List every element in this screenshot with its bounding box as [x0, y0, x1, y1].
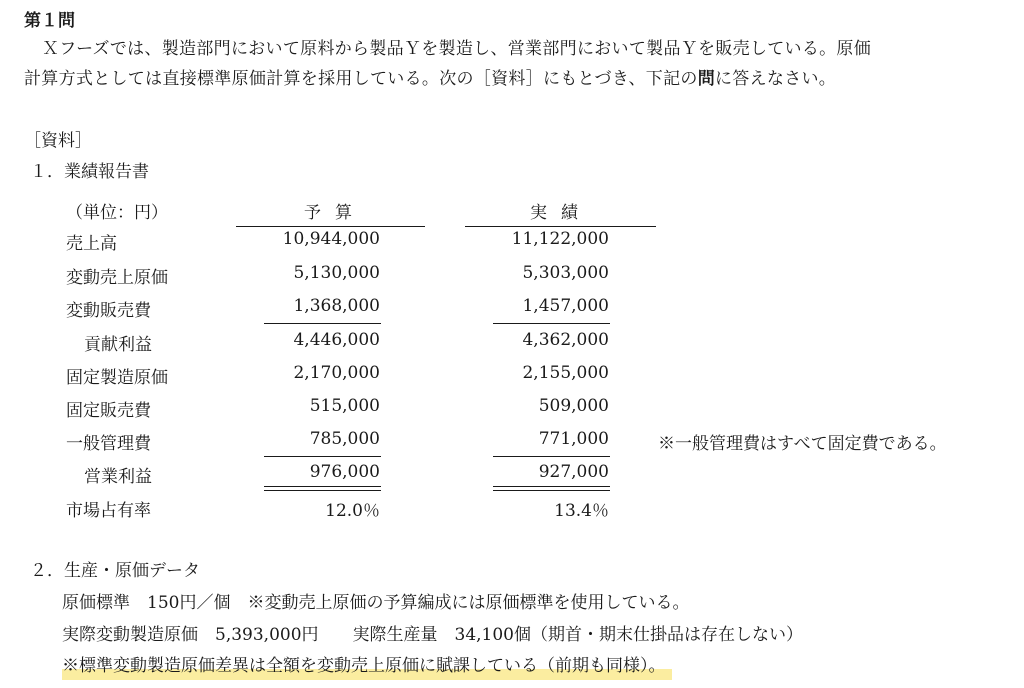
- actual-value: 5,303,000: [522, 263, 609, 283]
- budget-value: 976,000: [309, 462, 380, 482]
- actual-value: 927,000: [538, 462, 609, 482]
- table-row: [0, 330, 1024, 360]
- budget-value: 5,130,000: [293, 263, 380, 283]
- table-row: [0, 363, 1024, 393]
- admin-cost-note: ※一般管理費はすべて固定費である。: [658, 434, 947, 454]
- problem-title: 第１問: [24, 11, 75, 31]
- table-row: [0, 496, 1024, 526]
- subtotal-line-actual: [493, 323, 610, 324]
- table-row: [0, 396, 1024, 426]
- actual-value: 509,000: [538, 396, 609, 416]
- table-row: [0, 263, 1024, 293]
- subtotal-line-budget-2: [264, 456, 381, 457]
- variance-note-line: [62, 651, 672, 676]
- double-underline-budget: [264, 486, 381, 491]
- actual-production-line: 実際変動製造原価 5,393,000円 実際生産量 34,100個（期首・期末仕掛品は存在しない）: [62, 625, 804, 645]
- table-row: [0, 296, 1024, 326]
- row-label: 一般管理費: [66, 434, 151, 454]
- budget-value: 1,368,000: [293, 296, 380, 316]
- actual-value: 13.4％: [554, 501, 609, 521]
- column-header-budget: 予算: [304, 203, 366, 223]
- intro-line-1: Ｘフーズでは、製造部門において原料から製品Ｙを製造し、営業部門において製品Ｙを販売している。原価: [42, 39, 872, 59]
- row-label: 変動売上原価: [66, 268, 168, 288]
- header-underline-actual: [465, 226, 656, 227]
- subtotal-line-budget: [264, 323, 381, 324]
- row-label: 固定製造原価: [66, 368, 168, 388]
- row-label: 市場占有率: [66, 501, 151, 521]
- actual-value: 11,122,000: [511, 229, 609, 249]
- intro-question-word: 問: [697, 69, 715, 89]
- budget-value: 4,446,000: [293, 330, 380, 350]
- subtotal-line-actual-2: [493, 456, 610, 457]
- section2-heading: ２．生産・原価データ: [30, 561, 200, 581]
- intro-text-b: に答えなさい。: [715, 69, 837, 89]
- highlighted-note: ※標準変動製造原価差異は全額を変動売上原価に賦課している（前期も同様）。: [62, 656, 672, 680]
- actual-value: 4,362,000: [522, 330, 609, 350]
- double-underline-actual: [493, 486, 610, 491]
- table-row: [0, 429, 1024, 459]
- budget-value: 2,170,000: [293, 363, 380, 383]
- cost-standard-line: 原価標準 150円／個 ※変動売上原価の予算編成には原価標準を使用している。: [62, 593, 690, 613]
- materials-label: ［資料］: [24, 131, 92, 151]
- row-label: 売上高: [66, 234, 117, 254]
- column-header-actual: 実績: [530, 203, 592, 223]
- unit-label: （単位：円）: [66, 203, 168, 223]
- actual-value: 1,457,000: [522, 296, 609, 316]
- budget-value: 12.0％: [325, 501, 380, 521]
- intro-text-a: 計算方式としては直接標準原価計算を採用している。次の［資料］にもとづき、下記の: [24, 69, 698, 89]
- intro-line-2: [24, 64, 1004, 94]
- section1-heading: １．業績報告書: [30, 162, 149, 182]
- problem-intro: [24, 34, 1004, 94]
- row-label: 営業利益: [84, 467, 152, 487]
- table-row: [0, 229, 1024, 259]
- budget-value: 10,944,000: [282, 229, 380, 249]
- actual-value: 771,000: [538, 429, 609, 449]
- row-label: 変動販売費: [66, 301, 151, 321]
- actual-value: 2,155,000: [522, 363, 609, 383]
- row-label: 貢献利益: [84, 335, 152, 355]
- budget-value: 515,000: [309, 396, 380, 416]
- row-label: 固定販売費: [66, 401, 151, 421]
- budget-value: 785,000: [309, 429, 380, 449]
- report-header-row: [0, 198, 1024, 228]
- header-underline-budget: [236, 226, 425, 227]
